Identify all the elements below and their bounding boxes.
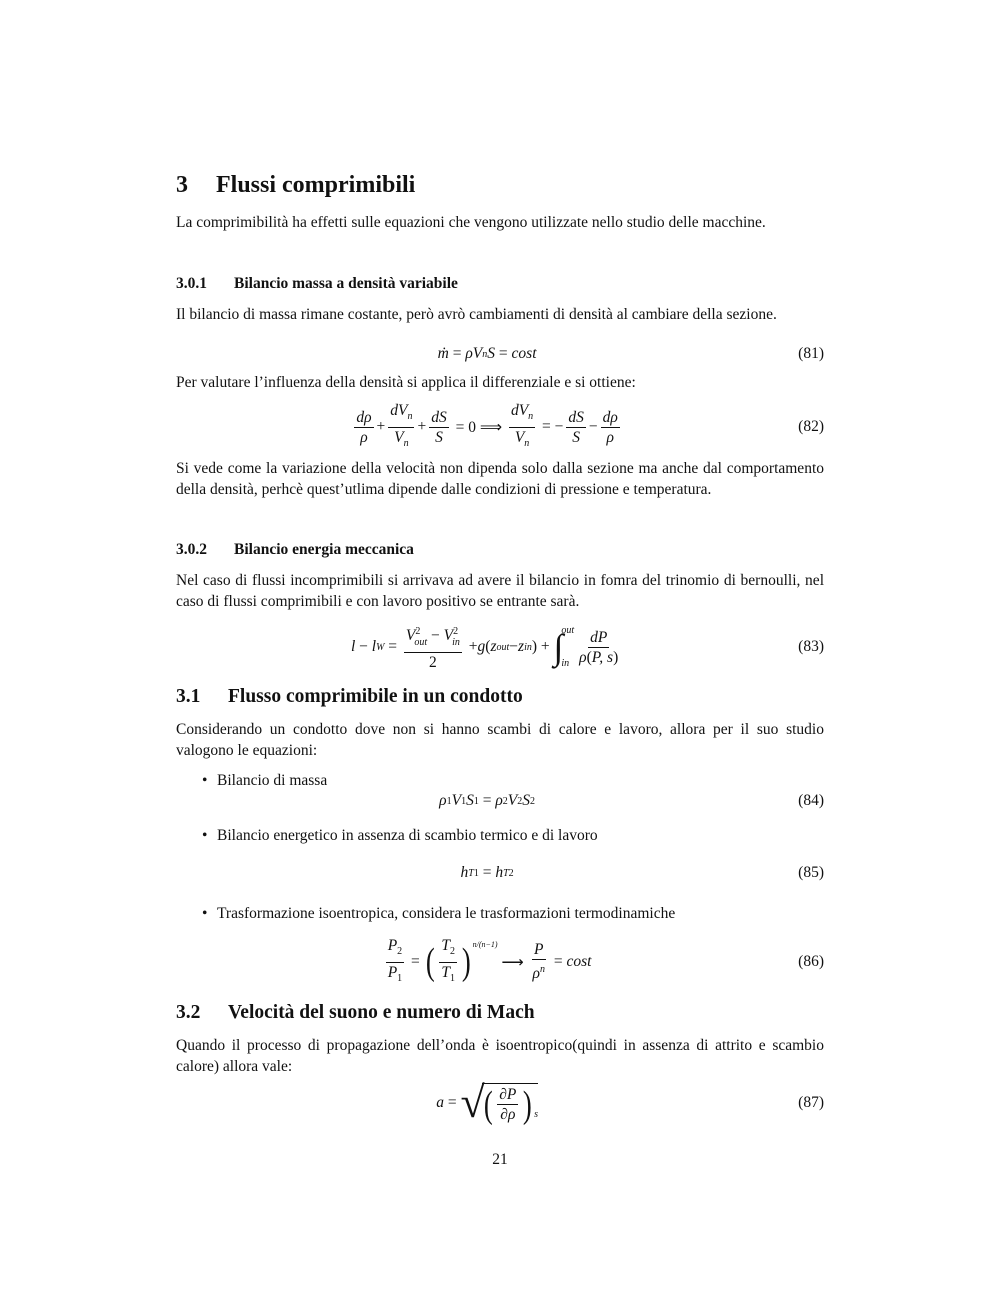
equation-number: (83) [798, 638, 824, 655]
equation-body: $\frac{d\rho}{\rho}$ + $\frac{dV_n}{V_n}$ + $\frac{dS}{S}$ = 0 ⟹ $\frac{dV_n}{V_n}$ = − $\frac{dS}{S}$ − $\frac{d\rho}{\rho}$ [356, 402, 618, 449]
section-heading-31 [176, 686, 824, 708]
equation-body: $\frac{P_2}{P_1}$ = ( $\frac{T_2}{T_1}$ ) n/(n−1) ⟶ $\frac{P}{\rho^n}$ = cost [387, 937, 592, 984]
equation-81 [176, 343, 824, 365]
paragraph-duct: Considerando un condotto dove non si hanno scambi di calore e lavoro, allora per il suo studio valogono le equazioni: [176, 721, 824, 759]
equation-body: h T 1 = h T 2 [460, 864, 514, 881]
equation-87 [176, 1076, 824, 1130]
equation-number: (85) [798, 864, 824, 881]
section-title: Flussi comprimibili [216, 172, 416, 198]
section-number: 3 [176, 172, 188, 198]
section-heading-32 [176, 1002, 824, 1024]
equation-number: (86) [798, 953, 824, 970]
section-number: 3.2 [176, 1002, 201, 1023]
equation-body: ṁ = ρV n S = cost [437, 345, 537, 362]
equation-number: (84) [798, 792, 824, 809]
intro-paragraph: La comprimibilità ha effetti sulle equazioni che vengono utilizzate nello studio delle macchine. [176, 214, 766, 231]
subsection-title: Bilancio energia meccanica [234, 541, 414, 558]
bullet-icon: • [202, 827, 208, 844]
section-heading [176, 172, 824, 199]
subsection-number: 3.0.1 [176, 275, 207, 292]
equation-number: (82) [798, 418, 824, 435]
equation-82 [176, 404, 824, 450]
bullet-icon: • [202, 905, 208, 922]
equation-85 [176, 862, 824, 884]
equation-84 [176, 790, 824, 812]
equation-body: l − l W = $\frac{V^2_{out} - V^2_{in}}{2}$ + g ( z out − z in ) + ∫ out in $\frac{dP}{\rho(P, s)}$ [350, 625, 619, 671]
equation-number: (87) [798, 1094, 824, 1111]
subsection-heading-302 [176, 541, 824, 559]
paragraph-mechanical-energy: Nel caso di flussi incomprimibili si arrivava ad avere il bilancio in fomra del trinomio di bernoulli, nel caso di flussi comprimibili e con lavoro positivo se entrante sarà. [176, 572, 824, 610]
paragraph-differential: Per valutare l’influenza della densità si applica il differenziale e si ottiene: [176, 374, 636, 391]
paragraph-sound-speed: Quando il processo di propagazione dell’onda è isoentropico(quindi in assenza di attrito e scambio calore) allora vale: [176, 1037, 824, 1075]
subsection-number: 3.0.2 [176, 541, 207, 558]
paragraph-velocity-variation: Si vede come la variazione della velocità non dipenda solo dalla sezione ma anche dal comportamento della densità, perhcè quest’utlima dipende dalle condizioni di pressione e temperatura. [176, 460, 824, 498]
subsection-title: Bilancio massa a densità variabile [234, 275, 458, 292]
paragraph-mass-balance: Il bilancio di massa rimane costante, però avrò cambiamenti di densità al cambiare della sezione. [176, 306, 777, 323]
section-number: 3.1 [176, 686, 201, 707]
bullet-icon: • [202, 772, 208, 789]
equation-body: ρ 1 V 1 S 1 = ρ 2 V 2 S 2 [439, 792, 535, 809]
equation-83 [176, 622, 824, 672]
page-content: 3 Flussi comprimibili La comprimibilità ha effetti sulle equazioni che vengono utilizzate nello studio delle macchine. 3.0.1 Bilancio massa a densità variabile Il bilancio di massa rimane costante, però avrò cambiamenti di densità al cambiare della sezione. ṁ = ρV n S = cost (81) Per valutare l’influenza della densità si applica il differenziale e si ottiene: $\frac{d\rho}{\rho}$ + $\frac{dV_n}{V_n}$ + $\frac{dS}{S}$ = 0 ⟹ $\frac{dV_n}{V_n}$ = − $\frac{dS}{S}$ − $\frac{d\rho}{\rho}$ (82) Si vede come la variazione della velocità non dipenda solo dalla sezione ma anche dal comportamento della densità, perhcè quest’utlima dipende dalle condizioni di pressione e temperatura. 3.0.2 Bilancio energia meccanica Nel caso di flussi incomprimibili si arrivava ad avere il bilancio in fomra del trinomio di bernoulli, nel caso di flussi comprimibili e con lavoro positivo se entrante sarà. l − l W = $\frac{V^2_{out} - V^2_{in}}{2}$ + g ( z out − z in ) + ∫ out in $\frac{dP}{\rho(P, s)}$ (83) 3.1 Flusso comprimibile in un condotto Considerando un condotto dove non si hanno scambi di calore e lavoro, allora per il suo studio valogono le equazioni: • Bilancio di massa ρ 1 V 1 S 1 = ρ 2 V 2 S 2 (84) • Bilancio energetico in assenza di scambio termico e di lavoro h T 1 = h T 2 (85) • Trasformazione isoentropica, considera le trasformazioni termodinamiche $\frac{P_2}{P_1}$ = ( $\frac{T_2}{T_1}$ ) n/(n−1) ⟶ $\frac{P}{\rho^n}$ = cost (86) 3.2 Velocità del suono e numero di Mach Quando il processo di propagazione dell’onda è isoentropico(quindi in assenza di attrito e scambio calore) allora vale: a = √ ( $\frac{\partial P}{\partial\rho}$ ) $_s$ (87) [176, 0, 824, 1294]
subsection-heading-301 [176, 275, 824, 293]
equation-number: (81) [798, 345, 824, 362]
equation-86 [176, 938, 824, 986]
section-title: Flusso comprimibile in un condotto [228, 686, 523, 707]
equation-body: a = √ ( $\frac{\partial P}{\partial\rho}$ ) $_s$ [436, 1078, 538, 1127]
page-number: 21 [492, 1151, 508, 1168]
section-title: Velocità del suono e numero di Mach [228, 1002, 535, 1023]
